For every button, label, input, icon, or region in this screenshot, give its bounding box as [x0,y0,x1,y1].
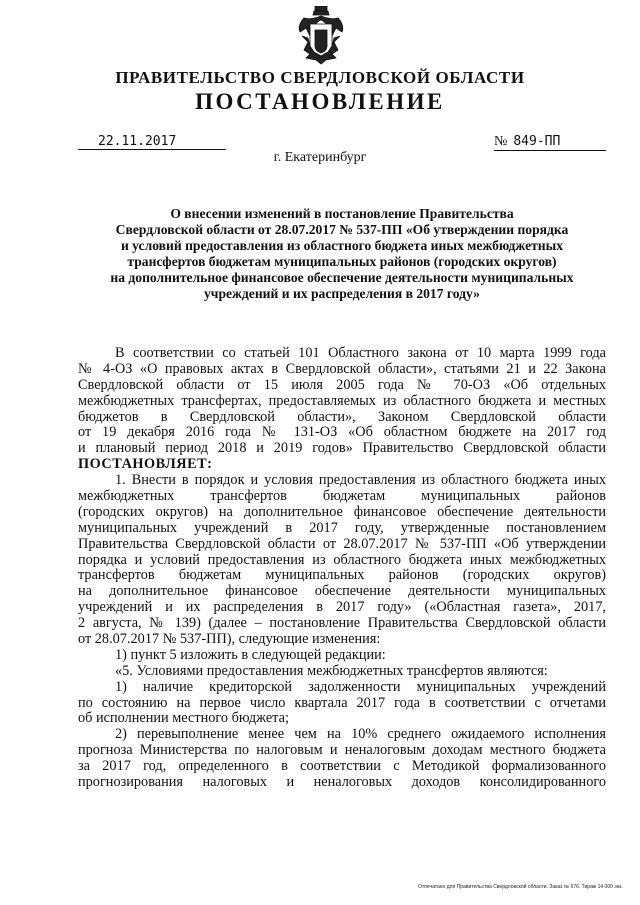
body-line: «5. Условиями предоставления межбюджетных трансфертов являются: [115,662,548,679]
body-line: (городских округов) на дополнительное финансовое обеспечение деятельности [78,503,606,520]
city: г. Екатеринбург [273,150,367,165]
body-line: 2) перевыполнение менее чем на 10% среднего ожидаемого исполнения [115,726,606,743]
document-type: ПОСТАНОВЛЕНИЕ [195,89,445,114]
title-line: и условий предоставления из областного бюджета иных межбюджетных [120,237,564,253]
title-line: Свердловской области от 28.07.2017 № 537-ПП «Об утверждении порядка [115,221,569,237]
body-line: от 19 декабря 2016 года № 131-ОЗ «Об областном бюджете на 2017 год [78,424,606,441]
body-line: межбюджетных трансфертов бюджетам муниципальных районов [78,488,606,505]
title-line: О внесении изменений в постановление Правительства [170,206,514,221]
body-line: прогнозирования налоговых и неналоговых доходов консолидированного [78,774,606,791]
body-line: № 4-ОЗ «О правовых актах в Свердловской области», статьями 21 и 22 Закона [78,360,606,377]
document-body [78,346,606,791]
body-line: 1. Внести в порядок и условия предоставления из областного бюджета иных [115,472,606,489]
body-line: учреждений и их распределения в 2017 году» («Областная газета», 2017, [78,599,606,616]
title-line: трансфертов бюджетам муниципальных районов (городских округов) [127,253,557,269]
body-line: 2 августа, № 139) (далее – постановление Правительства Свердловской области [78,615,606,632]
number-label: № [494,134,508,149]
body-line: Свердловской области от 15 июля 2005 года № 70-ОЗ «Об отдельных [78,376,606,393]
body-line: от 28.07.2017 № 537-ПП), следующие изменения: [78,631,381,648]
body-line: муниципальных учреждений в 2017 году, утвержденные постановлением [78,519,606,536]
document-title [78,206,606,301]
body-line: об исполнении местного бюджета; [78,710,289,727]
body-line: 1) наличие кредиторской задолженности муниципальных учреждений [115,678,606,695]
government-name: ПРАВИТЕЛЬСТВО СВЕРДЛОВСКОЙ ОБЛАСТИ [115,68,525,87]
resolves-heading: ПОСТАНОВЛЯЕТ: [78,456,213,473]
body-line: на дополнительное финансовое обеспечение деятельности муниципальных [78,583,606,600]
body-line: прогноза Министерства по налоговым и неналоговым доходам местного бюджета [78,742,606,759]
document-number [494,134,606,151]
print-footer-note: Отпечатано для Правительства Свердловской области. Заказ № 676. Тираж 14 000 экз. [418,884,623,890]
body-line: межбюджетных трансфертах, предоставляемых из областного бюджета и местных [78,392,606,409]
body-line: В соответствии со статьей 101 Областного закона от 10 марта 1999 года [115,345,606,361]
body-line: трансфертов бюджетам муниципальных районов (городских округов) [78,567,606,584]
body-line: за 2017 год, определенного в соответствии с Методикой формализованного [78,758,606,775]
body-line: порядка и условий предоставления из областного бюджета иных межбюджетных [78,551,606,568]
title-line: на дополнительное финансовое обеспечение деятельности муниципальных [110,269,574,285]
body-line: и плановый период 2018 и 2019 годов» Правительство Свердловской области [78,440,606,457]
body-line: по состоянию на первое число квартала 2017 года в соответствии с отчетами [78,694,606,711]
body-line: Правительства Свердловской области от 28.07.2017 № 537-ПП «Об утверждении [78,535,606,552]
body-line: 1) пункт 5 изложить в следующей редакции: [115,646,386,663]
title-line: учреждений и их распределения в 2017 году» [204,285,480,301]
body-line: бюджетов в Свердловской области», Законом Свердловской области [78,408,606,425]
document-date: 22.11.2017 [78,134,226,150]
coat-of-arms-emblem [296,6,346,66]
number-value: 849-ПП [513,134,561,149]
